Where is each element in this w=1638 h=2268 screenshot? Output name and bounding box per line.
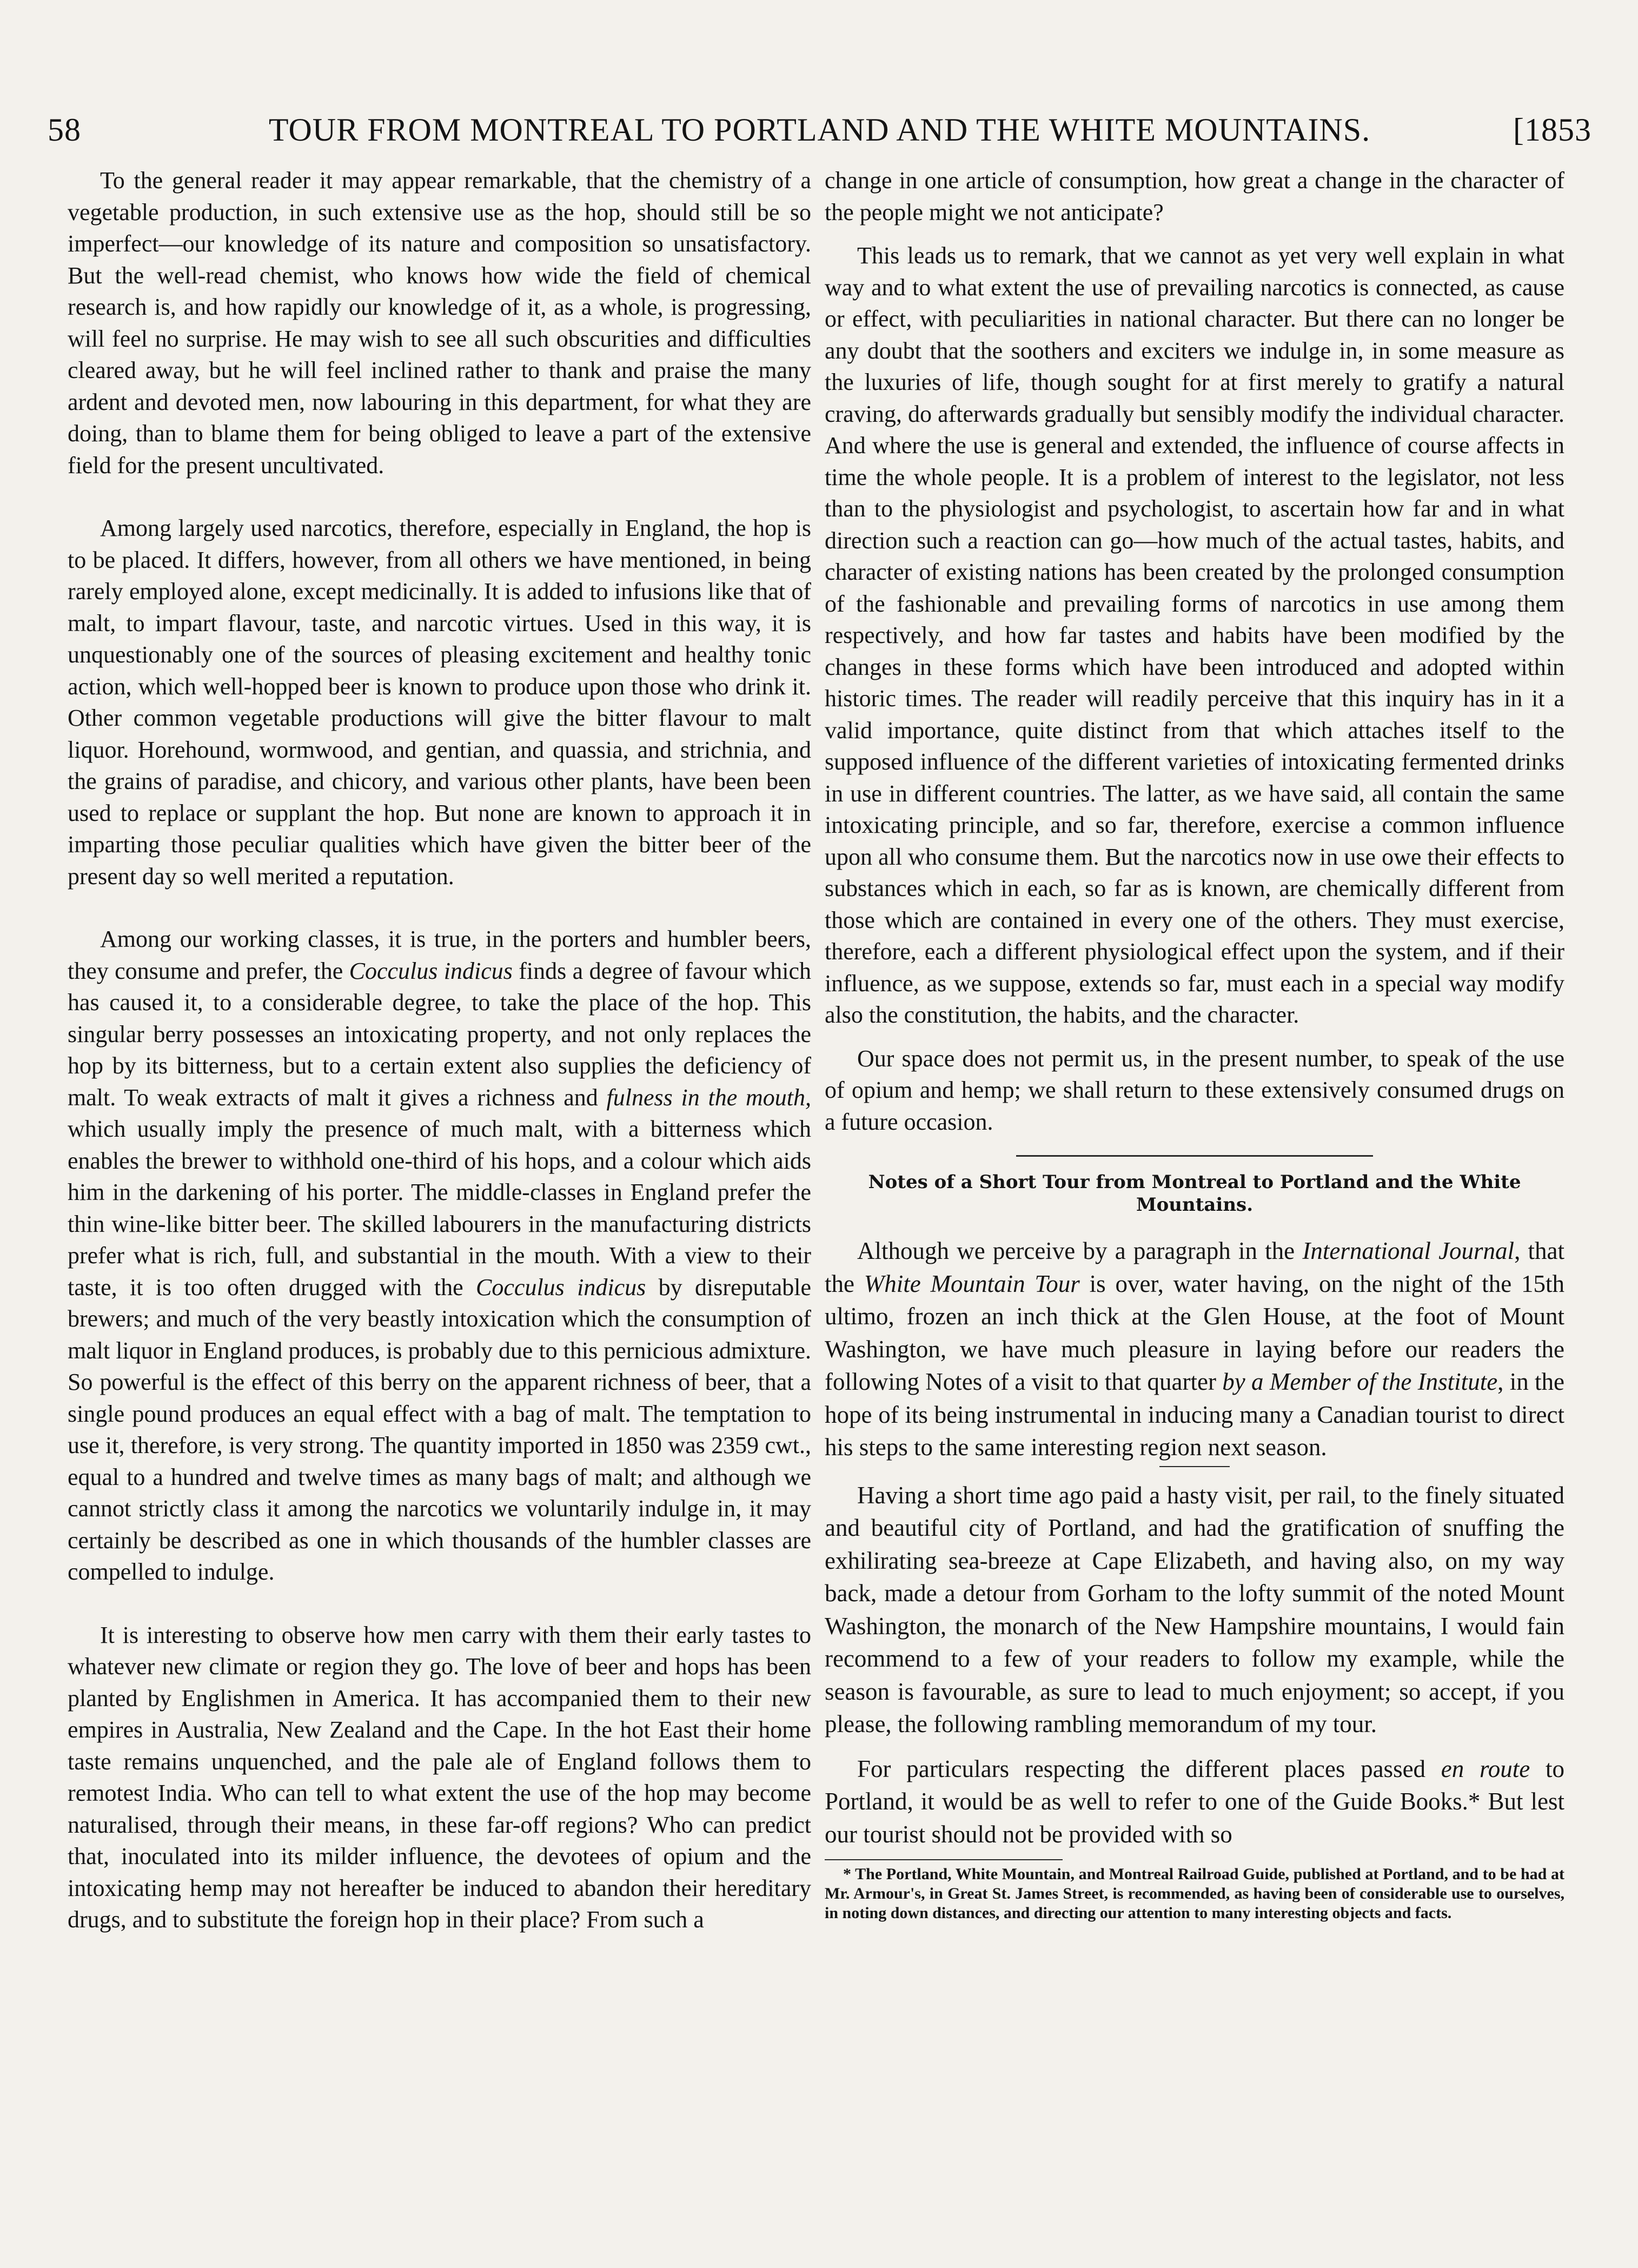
running-header bbox=[48, 106, 1591, 155]
footnote-text: * The Portland, White Mountain, and Montreal Railroad Guide, published at Portland, and to be had at Mr. Armour's, in Great St. James Street, is recommended, as having been of considerable use to ourselves, in noting down distances, and directing our attention to many interesting objects and facts. bbox=[825, 1865, 1564, 1922]
paragraph: Having a short time ago paid a hasty visit, per rail, to the finely situated and beautiful city of Portland, and had the gratification of snuffing the exhilirating sea-breeze at Cape Elizabeth, and having also, on my way back, made a detour from Gorham to the lofty summit of the noted Mount Washington, the monarch of the New Hampshire mountains, I would fain recommend to a few of your readers to follow my example, while the season is favourable, as sure to lead to much enjoyment; so accept, if you please, the following rambling memorandum of my tour. bbox=[825, 1481, 1564, 1738]
italic-phrase: en route bbox=[1441, 1755, 1530, 1782]
footnote bbox=[825, 1865, 1564, 1923]
italic-term: Cocculus indicus bbox=[476, 1274, 646, 1301]
year-marker: [1853 bbox=[1513, 112, 1591, 148]
text-run: is over, water having, on the night of the 15th ultimo, frozen an inch thick at the Glen House, at the foot of Mount Washington, we have much pleasure in laying before our readers the following Notes of a visit to that quarter bbox=[825, 1270, 1564, 1395]
footnote-rule bbox=[825, 1859, 1063, 1860]
section-divider bbox=[1016, 1155, 1373, 1157]
paragraph bbox=[825, 1235, 1564, 1464]
text-run: Among our working classes, it is true, in the porters and humbler beers, they consume and prefer, the bbox=[68, 926, 811, 984]
paragraph: Our space does not permit us, in the present number, to speak of the use of opium and hemp; we shall return to these extensively consumed drugs on a future occasion. bbox=[825, 1045, 1564, 1135]
notes-section bbox=[825, 1235, 1564, 1851]
italic-term: Cocculus indicus bbox=[349, 957, 513, 984]
text-run: , in the hope of its being instrumental in inducing many a Canadian tourist to direct his steps to the same interesting region next season. bbox=[825, 1368, 1564, 1461]
small-divider bbox=[1159, 1466, 1230, 1467]
italic-phrase: by a Member of the Institute bbox=[1222, 1368, 1498, 1395]
text-run: by disreputable brewers; and much of the very beastly intoxication which the consumption of malt liquor in England produces, is probably due to this pernicious admixture. So powerful is the effect of this berry on the apparent richness of beer, that a single pound produces an equal effect with a bag of malt. The temptation to use it, therefore, is very strong. The quantity imported in 1850 was 2359 cwt., equal to a hundred and twelve times as many bags of malt; and although we cannot strictly class it among the narcotics we voluntarily indulge in, it may certainly be described as one in which thousands of the humbler classes are compelled to indulge. bbox=[68, 1274, 811, 1585]
page-number: 58 bbox=[48, 112, 81, 148]
section-heading: Notes of a Short Tour from Montreal to Portland and the White Mountains. bbox=[868, 1171, 1521, 1216]
paragraph: This leads us to remark, that we cannot as yet very well explain in what way and to what extent the use of prevailing narcotics is connected, as cause or effect, with peculiarities in national character. But there can no longer be any doubt that the soothers and exciters we indulge in, in some measure as the luxuries of life, though sought for at first merely to gratify a natural craving, do afterwards gradually but sensibly modify the individual character. And where the use is general and extended, the influence of course affects in time the whole people. It is a problem of interest to the legislator, not less than to the physiologist and psychologist, to ascertain how far and in what direction such a reaction can go—how much of the actual tastes, habits, and character of existing nations has been created by the prolonged consumption of the fashionable and prevailing forms of narcotics in use among them respectively, and how far tastes and habits have been modified by the changes in these forms which have been introduced and adopted within historic times. The reader will readily perceive that this inquiry has in it a valid importance, quite distinct from that which attaches itself to the supposed influence of the different varieties of intoxicating fermented drinks in use in different countries. The latter, as we have said, all contain the same intoxicating principle, and so far, therefore, exercise a common influence upon all who consume them. But the narcotics now in use owe their effects to substances which in each, so far as is known, are chemically different from those which are contained in every one of the others. They must exercise, therefore, each a different physiological effect upon the system, and if their influence, as we suppose, extends so far, must each in a special way modify also the constitution, the habits, and the character. bbox=[825, 242, 1564, 1028]
left-column bbox=[68, 165, 811, 2225]
running-title: TOUR FROM MONTREAL TO PORTLAND AND THE WHITE MOUNTAINS. bbox=[268, 112, 1371, 148]
text-run: finds a degree of favour which has caused it, to a considerable degree, to take the place of the hop. This singular berry possesses an intoxicating property, and not only replaces the hop by its bitterness, but to a certain extent also supplies the deficiency of malt. To weak extracts of malt it gives a richness and bbox=[68, 957, 811, 1111]
text-run: which usually imply the presence of much malt, with a bitterness which enables the brewer to withhold one-third of his hops, and a colour which aids him in the darkening of his porter. The middle-classes in England prefer the thin wine-like bitter beer. The skilled labourers in the manufacturing districts prefer what is rich, full, and substantial in the mouth. With a view to their taste, it is too often drugged with the bbox=[68, 1116, 811, 1301]
text-run: Although we perceive by a paragraph in the bbox=[857, 1237, 1303, 1264]
paragraph: To the general reader it may appear remarkable, that the chemistry of a vegetable production, in such extensive use as the hop, should still be so imperfect—our knowledge of its nature and composition so unsatisfactory. But the well-read chemist, who knows how wide the field of chemical research is, and how rapidly our knowledge of it, as a whole, is progressing, will feel no surprise. He may wish to see all such obscurities and difficulties cleared away, but he will feel inclined rather to thank and praise the many ardent and devoted men, now labouring in this department, for what they are doing, than to blame them for being obliged to leave a part of the extensive field for the present uncultivated. bbox=[68, 167, 811, 479]
paragraph bbox=[825, 1753, 1564, 1851]
text-run: to Portland, it would be as well to refer to one of the Guide Books.* But lest our tourist should not be provided with so bbox=[825, 1755, 1564, 1848]
right-column bbox=[825, 165, 1564, 2225]
paragraph: Among largely used narcotics, therefore, especially in England, the hop is to be placed. It differs, however, from all others we have mentioned, in being rarely employed alone, except medicinally. It is added to infusions like that of malt, to impart flavour, taste, and narcotic virtues. Used in this way, it is unquestionably one of the sources of pleasing excitement and healthy tonic action, which well-hopped beer is known to produce upon those who drink it. Other common vegetable productions will give the bitter flavour to malt liquor. Horehound, wormwood, and gentian, and quassia, and strichnia, and the grains of paradise, and chicory, and various other plants, have been been used to replace or supplant the hop. But none are known to approach it in imparting those peculiar qualities which have given the bitter beer of the present day so well merited a reputation. bbox=[68, 515, 811, 890]
paragraph: It is interesting to observe how men carry with them their early tastes to whatever new climate or region they go. The love of beer and hops has been planted by Englishmen in America. It has accompanied them to their new empires in Australia, New Zealand and the Cape. In the hot East their home taste remains unquenched, and the pale ale of England follows them to remotest India. Who can tell to what extent the use of the hop may become naturalised, through their means, in these far-off regions? Who can predict that, inoculated into its milder influence, the devotees of opium and the intoxicating hemp may not hereafter be induced to abandon their hereditary drugs, and to substitute the foreign hop in their place? From such a bbox=[68, 1621, 811, 1933]
paragraph: change in one article of consumption, how great a change in the character of the people might we not anticipate? bbox=[825, 167, 1564, 226]
italic-title: International Journal bbox=[1302, 1237, 1515, 1264]
italic-phrase: fulness in the mouth, bbox=[606, 1084, 811, 1111]
text-run: For particulars respecting the different places passed bbox=[857, 1755, 1441, 1782]
text-run: , that the bbox=[825, 1237, 1564, 1297]
italic-title: White Mountain Tour bbox=[864, 1270, 1080, 1297]
paragraph bbox=[68, 924, 811, 1588]
